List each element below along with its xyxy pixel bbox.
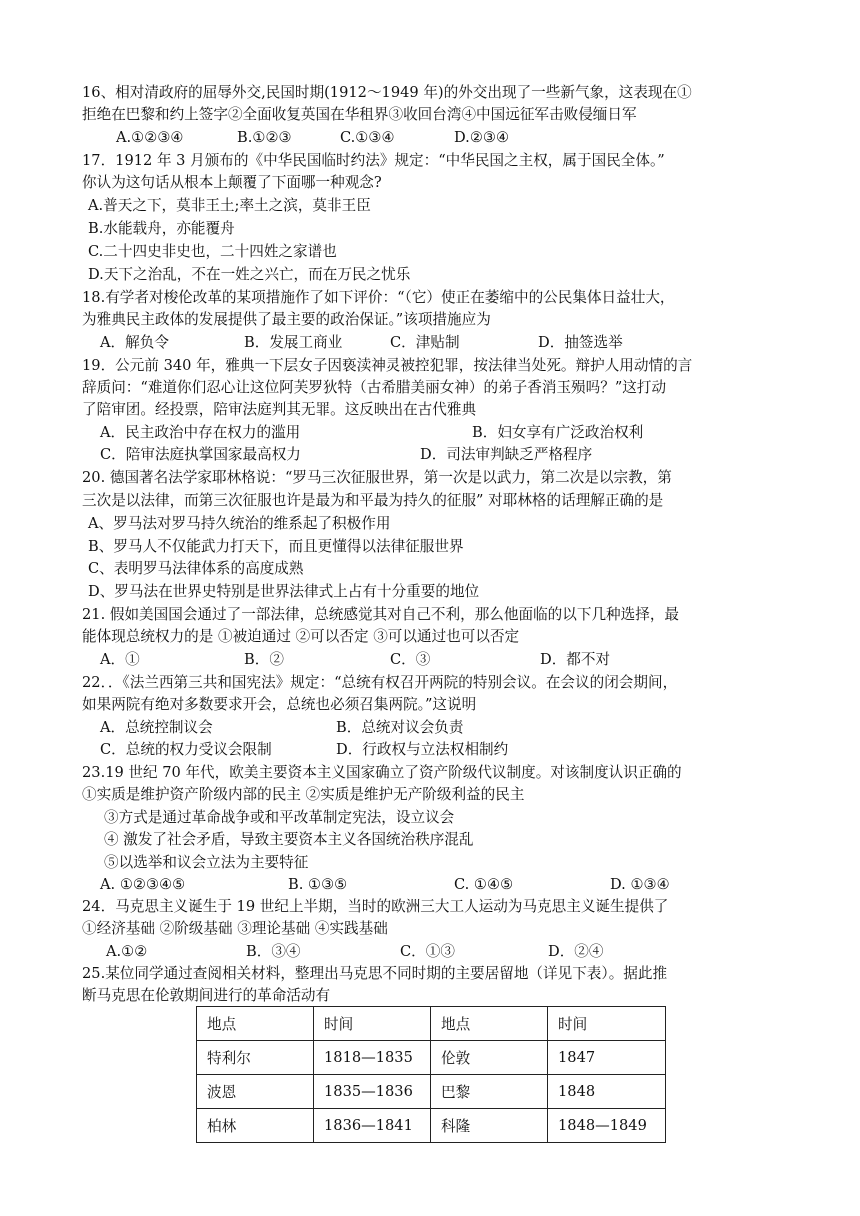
question-17-line-1: 17．1912 年 3 月颁布的《中华民国临时约法》规定：“中华民国之主权，属于国民全体。” [82,152,665,169]
question-24-option-d: D．②④ [548,943,604,960]
table-cell: 1847 [548,1041,666,1075]
question-21-option-d: D．都不对 [540,651,611,668]
question-17-option-b: B.水能载舟，亦能覆舟 [88,220,235,237]
question-20-option-b: B、罗马人不仅能武力打天下，而且更懂得以法律征服世界 [88,538,464,555]
table-header-cell: 地点 [431,1007,548,1041]
question-23-option-d: D. ①③④ [610,876,670,893]
question-23-statement-3: ③方式是通过革命战争或和平改革制定宪法，设立议会 [104,809,455,826]
table-cell: 1835—1836 [314,1075,431,1109]
table-row [197,1041,666,1075]
question-20-line-2: 三次是以法律，而第三次征服也许是最为和平最为持久的征服” 对耶林格的话理解正确的是 [82,492,664,509]
question-23-statement-1-2: ①实质是维护资产阶级内部的民主 ②实质是维护无产阶级利益的民主 [82,786,525,803]
question-22-option-d: D．行政权与立法权相制约 [336,741,509,758]
question-19-option-d: D．司法审判缺乏严格程序 [420,446,593,463]
question-20-line-1: 20. 德国著名法学家耶林格说：“罗马三次征服世界，第一次是以武力，第二次是以宗教，第 [82,469,672,486]
table-cell: 1836—1841 [314,1109,431,1143]
table-cell: 巴黎 [431,1075,548,1109]
question-21-option-a: A．① [100,651,140,668]
table-cell: 伦敦 [431,1041,548,1075]
table-cell: 特利尔 [197,1041,314,1075]
table-header-cell: 时间 [314,1007,431,1041]
table-row [197,1109,666,1143]
question-22-line-1: 22．．《法兰西第三共和国宪法》规定：“总统有权召开两院的特别会议。在会议的闭会期间， [82,674,678,691]
question-22-option-c: C．总统的权力受议会限制 [100,741,272,758]
question-18-line-2: 为雅典民主政体的发展提供了最主要的政治保证。”该项措施应为 [82,311,491,328]
question-24-line-1: 24．马克思主义诞生于 19 世纪上半期，当时的欧洲三大工人运动为马克思主义诞生提供了 [82,898,669,915]
table-cell: 波恩 [197,1075,314,1109]
question-19-line-2: 辞质问：“难道你们忍心让这位阿芙罗狄特（古希腊美丽女神）的弟子香消玉殒吗？”这打动 [82,379,667,396]
question-16-line-2: 拒绝在巴黎和约上签字②全面收复英国在华租界③收回台湾④中国远征军击败侵缅日军 [82,106,637,123]
question-24-option-b: B．③④ [246,943,301,960]
table-cell: 柏林 [197,1109,314,1143]
question-19-option-c: C．陪审法庭执掌国家最高权力 [100,446,301,463]
question-17-option-d: D.天下之治乱，不在一姓之兴亡，而在万民之忧乐 [88,266,411,283]
question-22-line-2: 如果两院有绝对多数要求开会，总统也必须召集两院。”这说明 [82,696,477,713]
question-23-option-a: A. ①②③④⑤ [100,876,186,893]
question-25-line-2: 断马克思在伦敦期间进行的革命活动有 [82,987,331,1004]
question-19-option-a: A．民主政治中存在权力的滥用 [100,424,301,441]
question-22-option-b: B．总统对议会负责 [336,719,464,736]
question-21-option-b: B．② [244,651,284,668]
question-19-line-3: 了陪审团。经投票，陪审法庭判其无罪。这反映出在古代雅典 [82,401,477,418]
question-17-option-a: A.普天之下，莫非王土;率土之滨，莫非王臣 [88,197,371,214]
table-header-row [197,1007,666,1041]
question-17-option-c: C.二十四史非史也，二十四姓之家谱也 [88,243,337,260]
question-22-option-a: A．总统控制议会 [100,719,213,736]
question-16-option-b: B.①②③ [237,129,292,146]
table-cell: 科隆 [431,1109,548,1143]
question-24-option-a: A.①② [106,943,148,960]
question-23-statement-4: ④ 激发了社会矛盾，导致主要资本主义各国统治秩序混乱 [104,831,474,848]
table-header-cell: 地点 [197,1007,314,1041]
question-18-option-b: B．发展工商业 [244,334,343,351]
question-21-line-1: 21. 假如美国国会通过了一部法律，总统感觉其对自己不利，那么他面临的以下几种选择，最 [82,606,680,623]
question-23-statement-5: ⑤以选举和议会立法为主要特征 [104,854,309,871]
question-20-option-d: D、罗马法在世界史特别是世界法律式上占有十分重要的地位 [88,583,480,600]
question-24-option-c: C．①③ [400,943,455,960]
question-24-line-2: ①经济基础 ②阶级基础 ③理论基础 ④实践基础 [82,920,388,937]
residence-table [196,1006,666,1143]
question-20-option-c: C、表明罗马法律体系的高度成熟 [88,560,304,577]
question-18-option-a: A．解负令 [100,334,169,351]
table-header-cell: 时间 [548,1007,666,1041]
table-cell: 1848 [548,1075,666,1109]
question-16-option-c: C.①③④ [340,129,395,146]
question-18-option-c: C．津贴制 [390,334,460,351]
question-25-line-1: 25.某位同学通过查阅相关材料，整理出马克思不同时期的主要居留地（详见下表）。据此推 [82,965,668,982]
table-cell: 1848—1849 [548,1109,666,1143]
question-21-line-2: 能体现总统权力的是 ①被迫通过 ②可以否定 ③可以通过也可以否定 [82,628,520,645]
question-16-line-1: 16、相对清政府的屈辱外交,民国时期(1912～1949 年)的外交出现了一些新气象，这表现在① [82,84,692,101]
question-23-line-1: 23.19 世纪 70 年代，欧美主要资本主义国家确立了资产阶级代议制度。对该制度认识正确的 [82,764,682,781]
question-23-option-b: B. ①③⑤ [288,876,348,893]
question-19-option-b: B．妇女享有广泛政治权利 [472,424,644,441]
question-23-option-c: C. ①④⑤ [454,876,514,893]
table-cell: 1818—1835 [314,1041,431,1075]
table-row [197,1075,666,1109]
question-21-option-c: C．③ [390,651,431,668]
question-18-option-d: D．抽签选举 [538,334,623,351]
question-18-line-1: 18.有学者对梭伦改革的某项措施作了如下评价：“（它）使正在萎缩中的公民集体日益壮大， [82,289,675,306]
question-17-line-2: 你认为这句话从根本上颠覆了下面哪一种观念? [82,174,382,191]
question-16-option-a: A.①②③④ [116,129,184,146]
question-19-line-1: 19．公元前 340 年，雅典一下层女子因亵渎神灵被控犯罪，按法律当处死。辩护人用动情的言 [82,357,693,374]
question-16-option-d: D.②③④ [454,129,510,146]
question-20-option-a: A、罗马法对罗马持久统治的维系起了积极作用 [88,515,391,532]
